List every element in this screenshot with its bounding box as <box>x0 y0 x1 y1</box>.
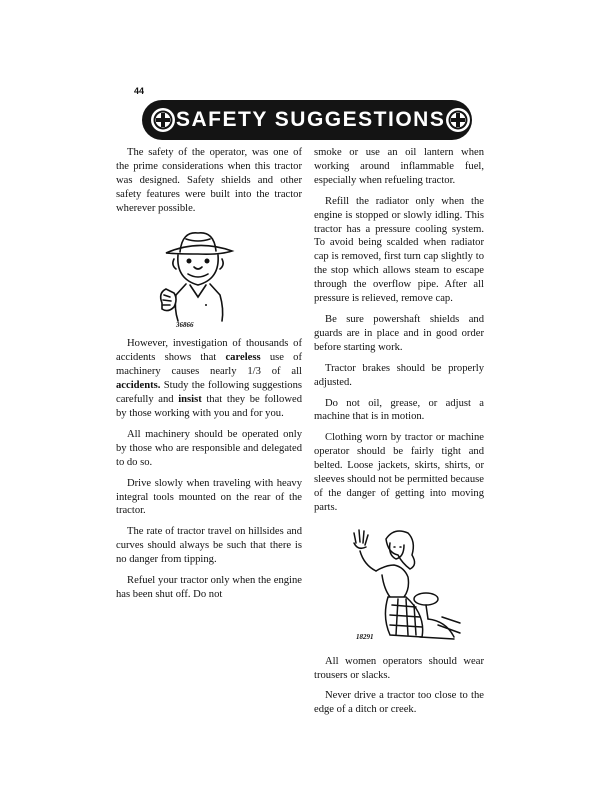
woman-on-tractor-illustration <box>342 525 462 645</box>
cross-in-circle-icon <box>150 107 176 133</box>
paragraph: The safety of the operator, was one of the prime considerations when this tractor was designed. Safety shields and other safety features were built into the tractor wherever possible. <box>116 147 302 214</box>
paragraph: However, investigation of thousands of accidents shows that careless use of machinery causes nearly 1/3 of all accidents. Study the following suggestions carefully and insist that they be followed by those working with you and for you. <box>116 338 302 419</box>
paragraph: All women operators should wear trousers or slacks. <box>314 655 484 681</box>
title-banner <box>142 100 472 140</box>
paragraph: Drive slowly when traveling with heavy integral tools mounted on the rear of the tractor. <box>116 477 302 517</box>
paragraph: The rate of tractor travel on hillsides and curves should always be such that there is no danger from tipping. <box>116 526 302 566</box>
farmer-pointing-illustration <box>148 223 248 323</box>
paragraph: Be sure powershaft shields and guards are in place and in good order before starting work. <box>314 313 484 353</box>
right-column <box>314 146 484 724</box>
figure-caption: 36866 <box>176 320 194 329</box>
paragraph: smoke or use an oil lantern when working around inflammable fuel, especially when refueling tractor. <box>314 147 484 186</box>
paragraph: Refuel your tractor only when the engine has been shut off. Do not <box>116 575 302 600</box>
cross-in-circle-icon <box>445 107 471 133</box>
paragraph: Refill the radiator only when the engine is stopped or slowly idling. This tractor has a pressure cooling system. To avoid being scalded when radiator cap is removed, first turn cap slightly to the stop which allows steam to escape through the overflow pipe. After all pressure is relieved, remove cap. <box>314 195 484 305</box>
page-number: 44 <box>134 86 145 96</box>
left-column <box>116 146 302 609</box>
paragraph: Never drive a tractor too close to the edge of a ditch or creek. <box>314 690 484 716</box>
paragraph: Do not oil, grease, or adjust a machine that is in motion. <box>314 397 484 423</box>
paragraph: Clothing worn by tractor or machine operator should be fairly tight and belted. Loose jackets, skirts, shirts, or sleeves should not be permitted because of the danger of getting into moving parts. <box>314 432 484 513</box>
page-title: SAFETY SUGGESTIONS <box>176 108 446 131</box>
figure-caption: 18291 <box>356 632 374 641</box>
paragraph: All machinery should be operated only by those who are responsible and delegated to do so. <box>116 428 302 468</box>
paragraph: Tractor brakes should be properly adjusted. <box>314 362 484 388</box>
